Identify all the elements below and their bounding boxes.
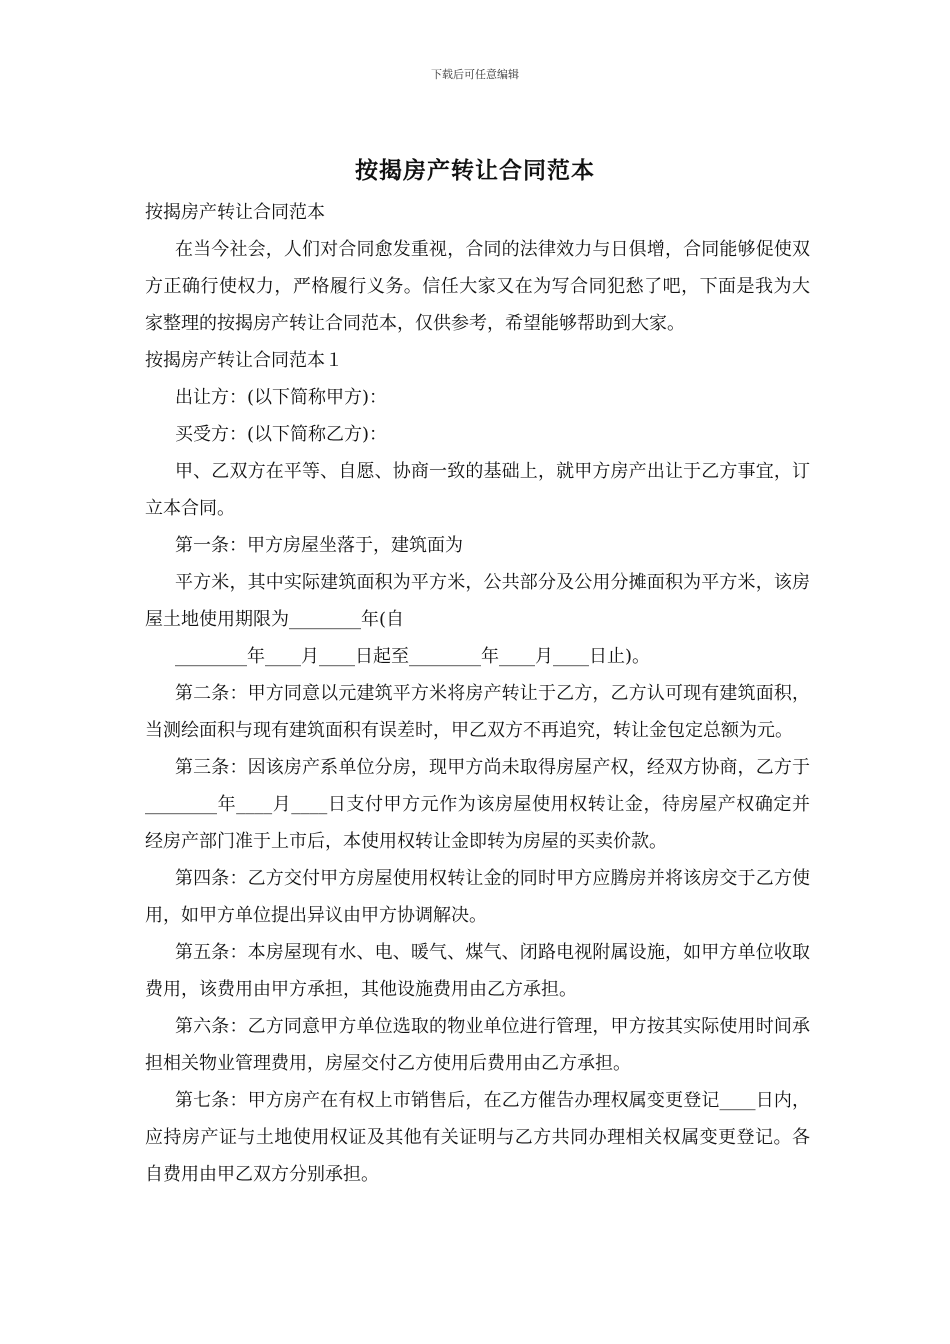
paragraph-transferee: 买受方：(以下简称乙方)： <box>175 424 388 445</box>
paragraph-article-4: 第四条：乙方交付甲方房屋使用权转让金的同时甲方应腾房并将该房交于乙方使用，如甲方单位提出异议由甲方协调解决。 <box>145 868 810 926</box>
paragraph-subtitle: 按揭房产转让合同范本 <box>145 202 325 223</box>
paragraph-article-1: 第一条：甲方房屋坐落于，建筑面为 <box>175 535 463 556</box>
paragraph-preamble: 甲、乙双方在平等、自愿、协商一致的基础上，就甲方房产出让于乙方事宜，订立本合同。 <box>145 461 810 519</box>
paragraph-article-3: 第三条：因该房产系单位分房，现甲方尚未取得房屋产权，经双方协商，乙方于________年____月____日支付甲方元作为该房屋使用权转让金，待房屋产权确定并经房产部门准于上市后，本使用权转让金即转为房屋的买卖价款。 <box>145 757 810 852</box>
paragraph-area-details: 平方米，其中实际建筑面积为平方米，公共部分及公用分摊面积为平方米，该房屋土地使用期限为________年(自 <box>145 572 810 630</box>
document-title: 按揭房产转让合同范本 <box>355 157 595 184</box>
paragraph-article-7: 第七条：甲方房产在有权上市销售后，在乙方催告办理权属变更登记____日内，应持房产证与土地使用权证及其他有关证明与乙方共同办理相关权属变更登记。各自费用由甲乙双方分别承担。 <box>145 1090 810 1185</box>
paragraph-term-dates: ________年____月____日起至________年____月____日止)。 <box>175 646 651 667</box>
document-body <box>145 194 810 1193</box>
paragraph-intro: 在当今社会，人们对合同愈发重视，合同的法律效力与日俱增，合同能够促使双方正确行使权力，严格履行义务。信任大家又在为写合同犯愁了吧，下面是我为大家整理的按揭房产转让合同范本，仅供参考，希望能够帮助到大家。 <box>145 239 810 334</box>
paragraph-article-6: 第六条：乙方同意甲方单位选取的物业单位进行管理，甲方按其实际使用时间承担相关物业管理费用，房屋交付乙方使用后费用由乙方承担。 <box>145 1016 810 1074</box>
paragraph-article-5: 第五条：本房屋现有水、电、暖气、煤气、闭路电视附属设施，如甲方单位收取费用，该费用由甲方承担，其他设施费用由乙方承担。 <box>145 942 810 1000</box>
paragraph-article-2: 第二条：甲方同意以元建筑平方米将房产转让于乙方，乙方认可现有建筑面积，当测绘面积与现有建筑面积有误差时，甲乙双方不再追究，转让金包定总额为元。 <box>145 683 810 741</box>
header-note: 下载后可任意编辑 <box>431 68 519 81</box>
paragraph-section-heading: 按揭房产转让合同范本１ <box>145 350 343 371</box>
paragraph-transferor: 出让方：(以下简称甲方)： <box>175 387 388 408</box>
